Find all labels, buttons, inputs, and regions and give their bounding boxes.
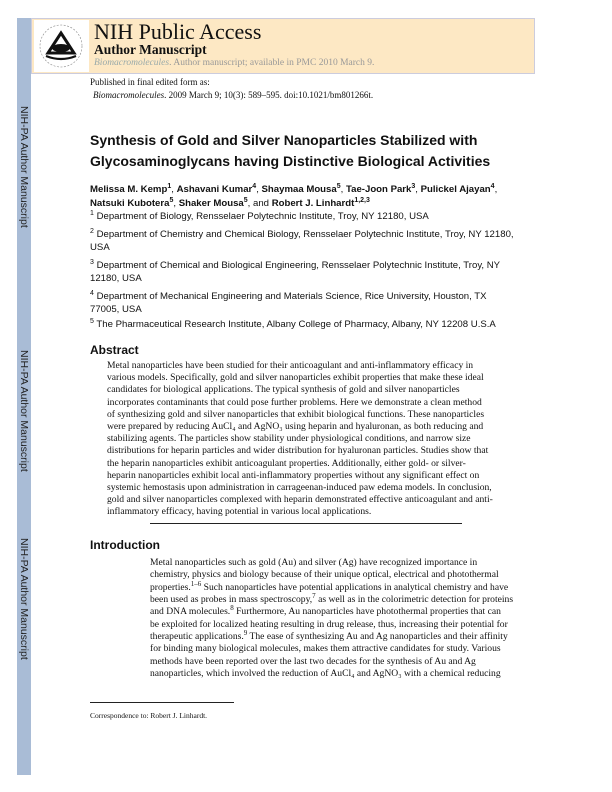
affiliation-5: $^5$ The Pharmaceutical Research Institute, Albany College of Pharmacy, Albany, NY 12208 U.S.A	[90, 317, 496, 330]
text-line: chemistry, physics and biology because of their unique optical, electrical and photothermal	[150, 569, 499, 581]
text-line: be exploited for localized heating resulting in drug release, thus, increasing their potential for	[150, 618, 508, 630]
sidebar-label: NIH-PA Author Manuscript	[18, 350, 30, 472]
text-line: and DNA molecules.$^8$ Furthermore, Au nanoparticles have photothermal properties that can	[150, 604, 501, 618]
and-text: and	[253, 198, 270, 209]
correspondence-footnote: Correspondence to: Robert J. Linhardt.	[90, 711, 208, 720]
text-line: nanoparticles, which involved the reduction of AuCl₄ and AgNO₃ with a chemical reducing	[150, 668, 501, 680]
text-line: were prepared by reducing AuCl₄ and AgNO₃ using heparin and hyaluronan, as both reducing and	[107, 421, 484, 432]
nih-logo-icon	[34, 20, 89, 72]
abstract-heading: Abstract	[90, 343, 139, 357]
text-line: heparin nanoparticles exhibit local anti-inflammatory properties without any significant effect on	[107, 469, 480, 481]
citation-text[interactable]: . 2009 March 9; 10(3): 589–595. doi:10.1021/bm801266t.	[164, 90, 374, 100]
text-line: of synthesizing gold and silver nanoparticles that exhibit biological functions. These nanoparticles	[107, 408, 485, 420]
citation	[93, 90, 373, 100]
author-list-line: Melissa M. Kemp$^1$, Ashavani Kumar$^4$, Shaymaa Mousa$^5$, Tae-Joon Park$^3$, Pulickel Ajayan$^4$,	[90, 182, 498, 195]
affiliation-2: $^2$ Department of Chemistry and Chemical Biology, Rensselaer Polytechnic Institute, Troy, NY 12180,	[90, 227, 514, 240]
citation-ref[interactable]: 9	[243, 628, 248, 637]
citation-ref[interactable]: 8	[230, 604, 234, 613]
journal-name[interactable]: Biomacromolecules	[94, 58, 170, 68]
text-line: distributions for heparin particles and wider distribution for hyaluronan particles. Studies show that	[107, 445, 489, 457]
affiliation-4: $^4$ Department of Mechanical Engineering and Materials Science, Rice University, Houston, TX	[90, 289, 487, 302]
author-affiliation: 1	[167, 182, 172, 190]
author-name: Tae-Joon Park	[345, 184, 412, 195]
affiliation-3-cont: 12180, USA	[90, 273, 142, 284]
section-divider	[150, 523, 462, 524]
author-name: Shaker Mousa	[178, 198, 244, 209]
author-affiliation: 3	[411, 182, 416, 190]
author-affiliation: 5	[243, 196, 248, 204]
text-line: for binding many biological molecules, makes them attractive candidates for study. Various	[150, 643, 501, 655]
citation-ref[interactable]: 7	[312, 591, 316, 600]
nih-public-access-title: NIH Public Access	[94, 19, 262, 44]
author-affiliation: 4	[490, 182, 495, 190]
text-line: methods have been reported over the last two decades for the synthesis of Au and Ag	[150, 655, 476, 667]
author-affiliation: 4	[252, 182, 257, 190]
footnote-divider	[90, 702, 234, 703]
availability-note	[94, 58, 374, 68]
text-line: gold and silver nanoparticles complexed with heparin demonstrated effective anticoagulant and anti-	[107, 494, 493, 506]
author-manuscript-label: Author Manuscript	[94, 42, 207, 57]
sidebar-label: NIH-PA Author Manuscript	[18, 538, 30, 660]
author-name: Shaymaa Mousa	[261, 184, 337, 195]
text-line: the heparin nanoparticles exhibit anticoagulant properties. Additionally, either gold- or silver-	[107, 457, 466, 469]
affiliation-1: $^1$ Department of Biology, Rensselaer Polytechnic Institute, Troy, NY 12180, USA	[90, 209, 429, 222]
author-name: Natsuki Kubotera	[90, 198, 170, 209]
author-affiliation: 1,2,3	[354, 196, 370, 204]
citation-ref[interactable]: 1–6	[190, 579, 202, 588]
text-line: systemic hemostasis upon administration in carrageenan-induced paw edema models. In conclusion,	[107, 482, 492, 493]
article-title-line: Synthesis of Gold and Silver Nanoparticles Stabilized with	[90, 132, 478, 148]
affiliation-4-cont: 77005, USA	[90, 304, 142, 315]
nih-sidebar	[17, 18, 31, 775]
introduction-heading: Introduction	[90, 538, 160, 552]
sidebar-label: NIH-PA Author Manuscript	[18, 106, 30, 228]
author-name: Pulickel Ajayan	[420, 184, 491, 195]
text-line: properties.$^{1-6}$ Such nanoparticles have potential applications in analytical chemistry and have	[150, 579, 509, 593]
article-title-line: Glycosaminoglycans having Distinctive Biological Activities	[90, 153, 491, 169]
text-line: Metal nanoparticles such as gold (Au) and silver (Ag) have recognized importance in	[150, 557, 478, 568]
text-line: been used as probes in mass spectroscopy,$^7$ as well as in the colorimetric detection for proteins	[150, 591, 514, 606]
affiliation-2-cont: USA	[90, 242, 110, 253]
text-line: various models. Specifically, gold and silver nanoparticles exhibit properties that make these ideal	[107, 372, 484, 384]
author-affiliation: 5	[169, 196, 174, 204]
affiliation-3: $^3$ Department of Chemical and Biological Engineering, Rensselaer Polytechnic Institute, Troy, NY	[90, 258, 501, 271]
nih-header	[31, 18, 535, 74]
author-list-line: Natsuki Kubotera$^5$, Shaker Mousa$^5$, and Robert J. Linhardt$^{1,2,3}$	[90, 196, 370, 209]
text-line: stabilizing agents. The particles show stability under physiological conditions, and narrow size	[107, 433, 471, 445]
author-name: Robert J. Linhardt	[271, 198, 355, 209]
author-name: Ashavani Kumar	[176, 184, 253, 195]
text-line: therapeutic applications.$^9$ The ease of synthesizing Au and Ag nanoparticles and their affinity	[150, 628, 508, 643]
text-line: Metal nanoparticles have been studied for their anticoagulant and anti-inflammatory efficacy in	[107, 360, 474, 371]
availability-text: . Author manuscript; available in PMC 2010 March 9.	[169, 58, 375, 68]
text-line: candidates for biological applications. The typical synthesis of gold and silver nanoparticles	[107, 384, 460, 396]
text-line: incorporates contaminants that could pose further problems. Here we demonstrate a clean method	[107, 396, 482, 408]
published-label: Published in final edited form as:	[90, 77, 210, 87]
author-affiliation: 5	[336, 182, 341, 190]
citation-journal: Biomacromolecules	[93, 90, 165, 100]
author-name: Melissa M. Kemp	[90, 184, 168, 195]
text-line: inflammatory efficacy, having potential in various local applications.	[107, 506, 372, 518]
